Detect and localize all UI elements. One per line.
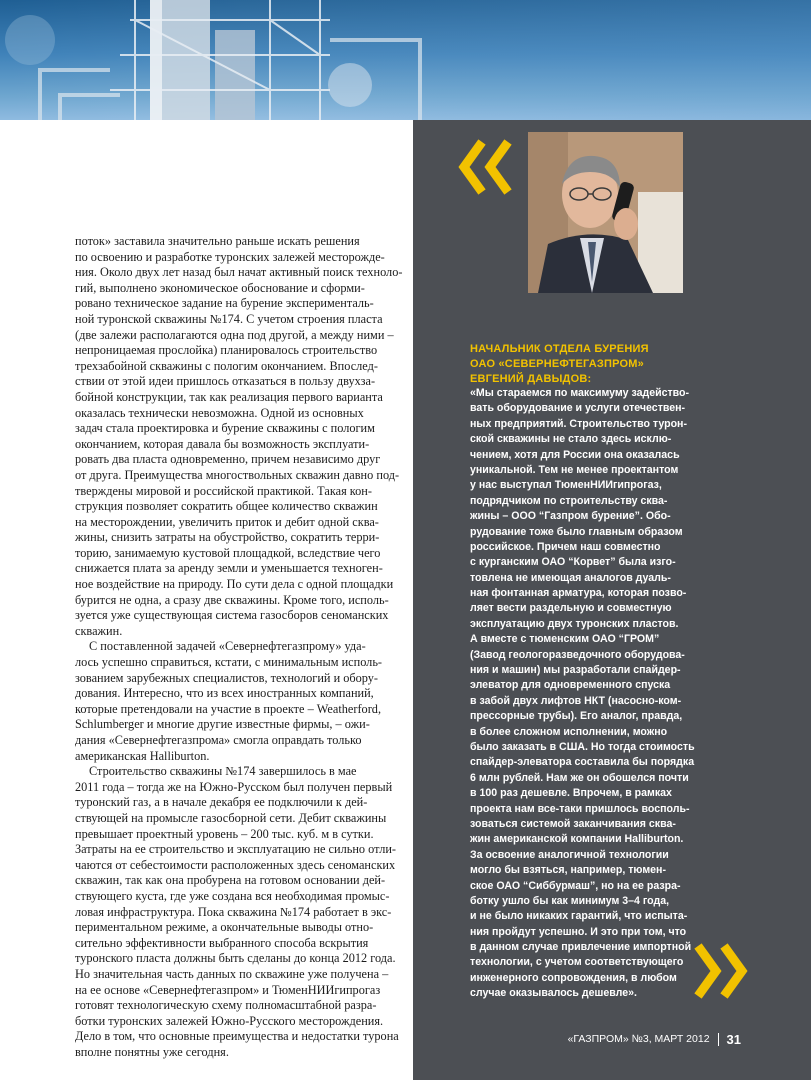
portrait-photo — [528, 132, 683, 293]
page-footer — [568, 1031, 741, 1047]
article-line: дания «Севернефтегазпрома» смогла оправдать только — [75, 733, 362, 747]
article-line: ной туронской скважины №174. С учетом строения пласта — [75, 311, 383, 326]
article-line: Затраты на ее строительство и эксплуатацию не сильно отли- — [75, 842, 397, 857]
speaker-heading-line: ЕВГЕНИЙ ДАВЫДОВ: — [470, 373, 592, 385]
article-line: сительно эффективности выбранного способа вскрытия — [75, 935, 369, 950]
article-line: ствующей на промысле газосборной сети. Дебит скважины — [75, 810, 387, 825]
speaker-heading — [470, 342, 790, 387]
industrial-plant-image — [0, 0, 811, 120]
article-line: струкция позволяет сократить общее количество скважин — [75, 499, 378, 514]
speaker-quote-line: ния пройдут успешно. И это при том, что — [470, 925, 687, 938]
article-line: задач стала проектировка и бурение скважины с пологим — [75, 421, 375, 436]
speaker-quote-line: российское. Причем наш совместно — [470, 540, 661, 553]
speaker-quote-line: (Завод геологоразведочного оборудова- — [470, 648, 685, 661]
speaker-quote-line: элеватор для одновременного спуска — [470, 679, 671, 692]
speaker-quote-line: прессорные трубы). Его аналог, правда, — [470, 710, 683, 723]
speaker-quote-line: проекта нам все-таки пришлось восполь- — [470, 802, 690, 815]
open-quote-icon — [456, 136, 516, 198]
article-line: бурится не одна, а сразу две скважины. Кроме того, исполь- — [75, 592, 389, 607]
header-photo — [0, 0, 811, 120]
article-line: ботки туронских залежей Южно-Русского месторождения. — [75, 1013, 384, 1028]
speaker-quote-line: в данном случае привлечение импортной — [470, 941, 692, 954]
speaker-quote-line: 6 млн рублей. Нам же он обошелся почти — [470, 771, 689, 784]
publication-info: «ГАЗПРОМ» №3, МАРТ 2012 — [567, 1033, 710, 1045]
speaker-quote-line: в забой двух лифтов НКТ (насосно-ком- — [470, 694, 682, 707]
speaker-quote-line: ная фонтанная арматура, которая позво- — [470, 587, 687, 600]
speaker-quote-line: могло бы взяться, например, тюмен- — [470, 864, 666, 877]
article-line: Дело в том, что основные преимущества и недостатки турона — [75, 1029, 399, 1044]
article-line: зованием зарубежных специалистов, технологий и обору- — [75, 670, 379, 685]
article-line: оказалась технически невозможна. Одной из основных — [75, 405, 364, 420]
speaker-quote-line: уникальной. Тем не менее проектантом — [470, 463, 679, 476]
article-line: скважин, так как она пробурена на готовом основании дей- — [75, 873, 386, 888]
article-line: окончанием, которая давала бы возможность эксплуати- — [75, 436, 370, 451]
speaker-quote — [470, 386, 790, 1002]
article-line: от друга. Преимущества многоствольных скважин давно под- — [75, 467, 400, 482]
speaker-quote-line: рудование тоже было главным образом — [470, 525, 683, 538]
article-line: С поставленной задачей «Севернефтегазпрому» уда- — [89, 639, 366, 654]
article-line: ствии от этой идеи пришлось отказаться в пользу двухза- — [75, 374, 376, 389]
speaker-quote-line: А вместе с тюменским ОАО “ГРОМ” — [470, 633, 660, 646]
speaker-quote-line: вать оборудование и услуги отечествен- — [470, 402, 686, 415]
article-line: зуется уже существующая система газосборов сеноманских — [75, 608, 389, 623]
article-line: поток» заставила значительно раньше искать решения — [75, 234, 360, 248]
speaker-quote-line: у нас выступал ТюменНИИгипрогаз, — [470, 479, 662, 492]
article-line: ровать два пласта одновременно, причем независимо друг — [75, 452, 381, 467]
article-line: на месторождении, увеличить приток и дебит одной сква- — [75, 514, 379, 529]
man-on-phone-image — [528, 132, 683, 293]
speaker-quote-line: с курганским ОАО “Корвет” была изго- — [470, 556, 676, 569]
speaker-quote-line: ское ОАО “Сиббурмаш”, но на ее разра- — [470, 879, 681, 892]
page-number: 31 — [726, 1031, 741, 1047]
article-line: ловая инфраструктура. Пока скважина №174 работает в экс- — [75, 904, 392, 919]
speaker-quote-line: жины – ООО “Газпром бурение”. Обо- — [470, 510, 671, 523]
speaker-quote-line: было заказать в США. Но тогда стоимость — [470, 740, 695, 753]
article-line: (две залежи располагаются одна под другой, а между ними – — [75, 327, 394, 342]
article-line: трехзабойной скважины с пологим окончанием. Впослед- — [75, 358, 378, 373]
article-line: лось успешно справиться, кстати, с минимальным исполь- — [75, 655, 383, 670]
article-line: гий, выполнено экономическое обоснование и сформи- — [75, 280, 365, 295]
speaker-quote-line: в 100 раз дешевле. Впрочем, в рамках — [470, 787, 672, 800]
article-line: непроницаемая прослойка) планировалось строительство — [75, 343, 378, 358]
article-line: ния. Около двух лет назад был начат активный поиск техноло- — [75, 265, 403, 280]
speaker-quote-line: товлена не имеющая аналогов дуаль- — [470, 571, 671, 584]
speaker-quote-line: эксплуатацию двух туронских пластов. — [470, 617, 679, 630]
article-line: вполне понятны уже сегодня. — [75, 1044, 229, 1059]
article-line: жины, снизить затраты на обустройство, сократить терри- — [75, 530, 380, 545]
article-line: периментальном режиме, а окончательные выводы отно- — [75, 920, 374, 935]
article-line: снижается плата за аренду земли и уменьшается техноген- — [75, 561, 383, 576]
close-quote-icon — [690, 940, 750, 1002]
speaker-quote-line: чением, хотя для России она оказалась — [470, 448, 680, 461]
speaker-quote-line: в более сложном исполнении, можно — [470, 725, 668, 738]
article-line: на ее основе «Севернефтегазпром» и ТюменНИИгипрогаз — [75, 982, 381, 997]
article-line: тверждены мировой и российской практикой. Такая кон- — [75, 483, 372, 498]
speaker-quote-line: инженерного сопровождения, в любом — [470, 971, 677, 984]
speaker-quote-line: и не было никаких гарантий, что испыта- — [470, 910, 688, 923]
article-line: бойной конструкции, так как реализация первого варианта — [75, 389, 383, 404]
article-line: 2011 года – тогда же на Южно-Русском был получен первый — [75, 779, 393, 794]
footer-divider — [718, 1033, 719, 1046]
speaker-quote-line: ботку ушло бы как минимум 3–4 года, — [470, 894, 670, 907]
article-line: туронского пласта должны быть сделаны до конца 2012 года. — [75, 951, 396, 966]
speaker-quote-line: ных предприятий. Строительство турон- — [470, 417, 687, 430]
speaker-quote-line: случае оказывалось дешевле». — [470, 987, 637, 1000]
article-line: скважин. — [75, 623, 123, 638]
article-line: превышает проектный уровень – 200 тыс. куб. м в сутки. — [75, 826, 374, 841]
article-line: Но значительная часть данных по скважине уже получена – — [75, 966, 389, 981]
article-line: дования. Интересно, что из всех иностранных компаний, — [75, 686, 374, 701]
article-line: американская Halliburton. — [75, 748, 210, 763]
article-line: по освоению и разработке туронских залежей месторожде- — [75, 249, 385, 264]
article-line: торию, занимаемую кустовой площадкой, вследствие чего — [75, 545, 381, 560]
speaker-heading-line: ОАО «СЕВЕРНЕФТЕГАЗПРОМ» — [470, 358, 644, 370]
article-body — [75, 234, 410, 1060]
speaker-quote-line: ния и машин) мы разработали спайдер- — [470, 664, 681, 677]
speaker-quote-line: спайдер-элеватора составила бы порядка — [470, 756, 695, 769]
speaker-heading-line: НАЧАЛЬНИК ОТДЕЛА БУРЕНИЯ — [470, 343, 649, 355]
article-line: туронский газ, а в начале декабря ее подключили к дей- — [75, 795, 368, 810]
article-line: ное воздействие на природу. По сути дела с одной площадки — [75, 577, 394, 592]
article-line: Schlumberger и многие другие известные фирмы, – ожи- — [75, 717, 370, 732]
speaker-quote-line: За освоение аналогичной технологии — [470, 848, 669, 861]
article-line: готовят технологическую схему полномасштабной разра- — [75, 998, 377, 1013]
speaker-quote-line: ской скважины не стало здесь исклю- — [470, 433, 672, 446]
speaker-quote-line: подрядчиком по строительству сква- — [470, 494, 668, 507]
speaker-quote-line: «Мы стараемся по максимуму задейство- — [470, 387, 690, 399]
speaker-quote-line: зоваться системой заканчивания сква- — [470, 817, 676, 830]
article-line: чаются от себестоимости расположенных здесь сеноманских — [75, 857, 396, 872]
article-line: ствующего куста, где уже создана вся необходимая промыс- — [75, 888, 390, 903]
speaker-quote-line: технологии, с учетом соответствующего — [470, 956, 684, 969]
speaker-quote-line: жин американской компании Halliburton. — [470, 833, 684, 846]
article-line: Строительство скважины №174 завершилось в мае — [89, 764, 357, 779]
article-line: ровано техническое задание на бурение эксперименталь- — [75, 296, 374, 311]
article-line: которые претендовали на участие в проекте – Weatherford, — [75, 701, 382, 716]
speaker-quote-line: ляет вести раздельную и совместную — [470, 602, 672, 615]
